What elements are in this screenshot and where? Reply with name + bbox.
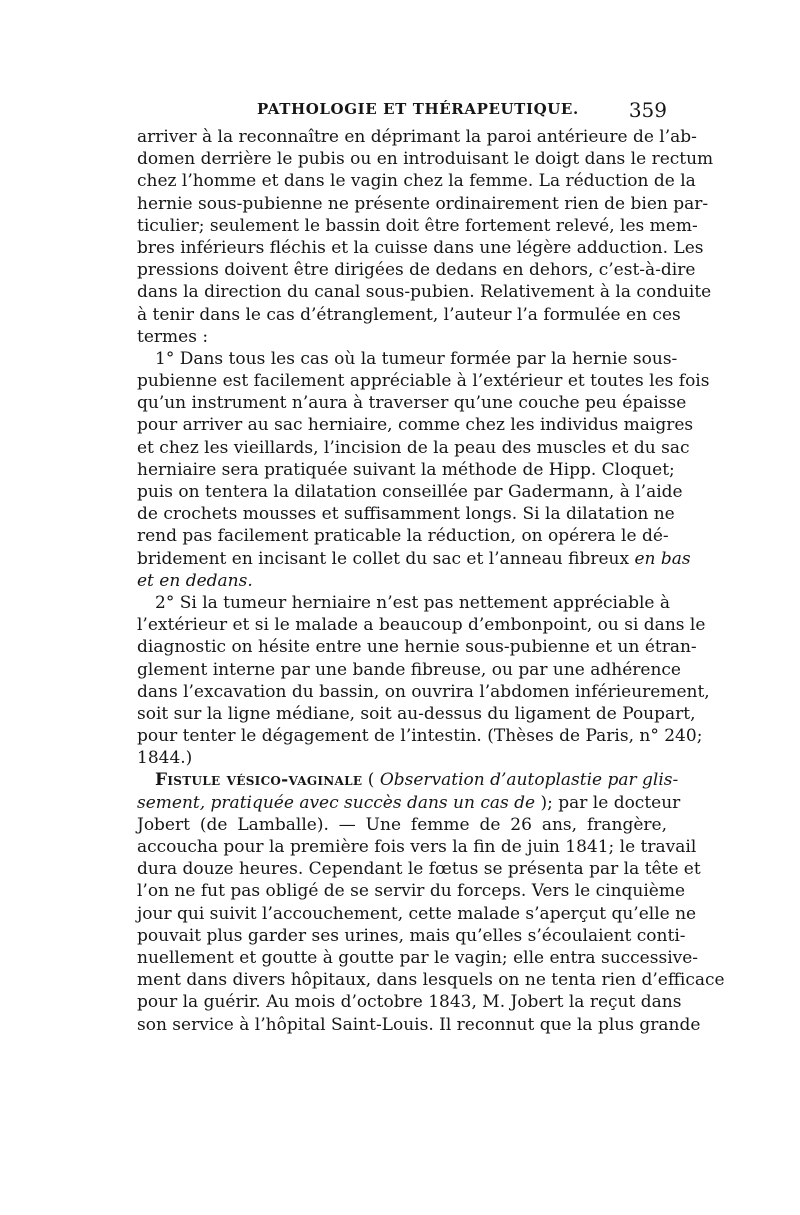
text-line: ment dans divers hôpitaux, dans lesquels on ne tenta rien d’efficace — [137, 970, 725, 991]
text-line: pour arriver au sac herniaire, comme chez les individus maigres — [137, 415, 694, 436]
text-line: dans l’excavation du bassin, on ouvrira l’abdomen inférieurement, — [137, 681, 710, 702]
text-line: son service à l’hôpital Saint-Louis. Il reconnut que la plus grande — [137, 1014, 701, 1035]
text-line: qu’un instrument n’aura à traverser qu’une couche peu épaisse — [137, 393, 687, 414]
text-line: et chez les vieillards, l’incision de la peau des muscles et du sac — [137, 437, 690, 458]
text-line: l’on ne fut pas obligé de se servir du forceps. Vers le cinquième — [137, 881, 686, 902]
text-line: chez l’homme et dans le vagin chez la femme. La réduction de la — [137, 171, 696, 192]
section-heading: Fistule vésico-vaginale — [155, 770, 363, 791]
text-line: pouvait plus garder ses urines, mais qu’elles s’écoulaient conti- — [137, 925, 686, 946]
text-line: l’extérieur et si le malade a beaucoup d’embonpoint, ou si dans le — [137, 615, 706, 636]
text-line: dura douze heures. Cependant le fœtus se présenta par la tête et — [137, 859, 701, 880]
text-line: à tenir dans le cas d’étranglement, l’auteur l’a formulée en ces — [137, 304, 681, 325]
text-line: Jobert (de Lamballe). — Une femme de 26 ans, frangère, — [137, 814, 667, 835]
text-line: rend pas facilement praticable la réduction, on opérera le dé- — [137, 526, 669, 547]
text-line: accoucha pour la première fois vers la fin de juin 1841; le travail — [137, 837, 697, 857]
text-line: dans la direction du canal sous-pubien. Relativement à la conduite — [137, 282, 712, 303]
text-line: hernie sous-pubienne ne présente ordinairement rien de bien par- — [137, 193, 709, 214]
text-line: 2° Si la tumeur herniaire n’est pas nettement appréciable à — [155, 592, 671, 613]
text-line: pressions doivent être dirigées de dedans en dehors, c’est-à-dire — [137, 260, 696, 281]
page-number: 359 — [628, 98, 667, 122]
text-line: domen derrière le pubis ou en introduisant le doigt dans le rectum — [137, 149, 714, 170]
text-line: 1844.) — [137, 748, 193, 769]
text-line: pour tenter le dégagement de l’intestin. (Thèses de Paris, n° 240; — [137, 726, 703, 747]
body-text — [137, 126, 725, 1036]
text-line: termes : — [137, 326, 209, 347]
text-line: soit sur la ligne médiane, soit au-dessus du ligament de Poupart, — [137, 703, 696, 724]
text-line: herniaire sera pratiquée suivant la méthode de Hipp. Cloquet; — [137, 459, 675, 480]
text-line: diagnostic on hésite entre une hernie sous-pubienne et un étran- — [137, 637, 697, 658]
text-line: jour qui suivit l’accouchement, cette malade s’aperçut qu’elle ne — [137, 903, 697, 924]
text-line — [137, 769, 679, 791]
text-line: de crochets mousses et suffisamment longs. Si la dilatation ne — [137, 504, 675, 525]
text-line: nuellement et goutte à goutte par le vagin; elle entra successive- — [137, 947, 699, 968]
text-line: arriver à la reconnaître en déprimant la paroi antérieure de l’ab- — [137, 127, 697, 147]
italic-segment: Observation d’autoplastie par glis- — [379, 770, 679, 791]
running-head — [137, 98, 667, 122]
text-line: 1° Dans tous les cas où la tumeur formée par la hernie sous- — [155, 348, 678, 369]
text-segment: ( — [367, 770, 380, 791]
text-line — [137, 792, 681, 814]
text-line: glement interne par une bande fibreuse, ou par une adhérence — [137, 659, 681, 680]
text-segment: ); par le docteur — [535, 792, 681, 813]
text-line: ticulier; seulement le bassin doit être fortement relevé, les mem- — [137, 215, 698, 236]
text-line: pour la guérir. Au mois d’octobre 1843, M. Jobert la reçut dans — [137, 992, 682, 1013]
text-segment: bridement en incisant le collet du sac et l’anneau fibreux — [137, 548, 630, 569]
text-line: puis on tentera la dilatation conseillée par Gadermann, à l’aide — [137, 482, 683, 502]
text-line: et en dedans. — [137, 570, 253, 591]
text-line: bres inférieurs fléchis et la cuisse dans une légère adduction. Les — [137, 237, 704, 258]
italic-segment: en bas — [634, 548, 691, 569]
running-title: PATHOLOGIE ET THÉRAPEUTIQUE. — [257, 100, 579, 118]
text-line: pubienne est facilement appréciable à l’extérieur et toutes les fois — [137, 371, 710, 392]
text-line — [137, 548, 691, 570]
italic-segment: sement, pratiquée avec succès dans un cas de — [137, 792, 536, 813]
